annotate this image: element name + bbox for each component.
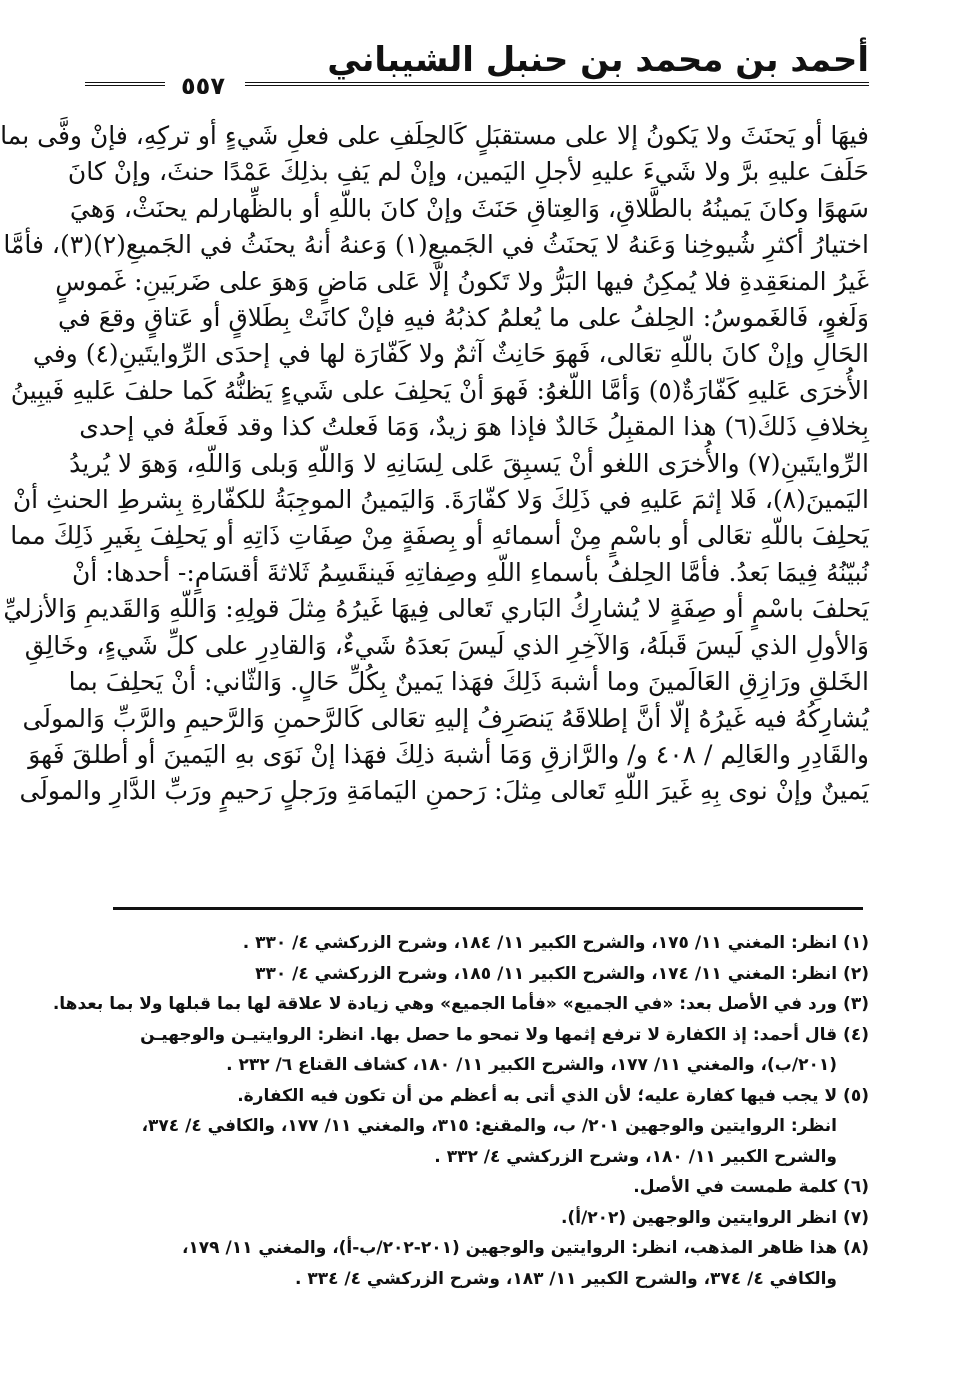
footnote-line: والكافي ٤/ ٣٧٤، والشرح الكبير ١١/ ١٨٣، وشرح الزركشي ٤/ ٣٣٤ .	[294, 1268, 837, 1289]
footnote-line: انظر: الروايتين والوجهين ٢٠١/ ب، والمقنع: ٣١٥، والمغني ١١/ ١٧٧، والكافي ٤/ ٣٧٤،	[141, 1116, 837, 1136]
footnote-line: (٦) كلمة طمست في الأصل.	[633, 1177, 869, 1197]
running-head: أحمد بن محمد بن حنبل الشيباني	[327, 40, 869, 80]
text-line: يَمينٌ وإنْ نوى بِهِ غَيرَ اللّهِ تَعالى مِثلَ: رَحمنِ اليَمامَةِ ورَجلٍ رَحيمٍ ورَبِّ الدَّارِ والمولَى	[19, 776, 869, 806]
text-line: بِخلافِ ذَلكَ(٦) هذا المقبِلُ خَالدٌ فإذا هوَ زيدٌ، وَمَا فَعلتُ كذا وقد فَعلَهُ في إحدى	[79, 412, 869, 442]
footnote-line: (٤) قال أحمد: إذ الكفارة لا ترفع إثمها ولا تمحو ما حصل بها. انظر: الروايتيـن والوجهيـن	[140, 1024, 869, 1045]
footnotes	[52, 928, 869, 1294]
footnote-line: (٣) ورد في الأصل بعد: «في الجميع» «فأما الجميع» وهي زيادة لا علاقة لها بما قبلها ولا بما بعدها.	[52, 994, 869, 1014]
footnote-line: (٢٠١/ب)، والمغني ١١/ ١٧٧، والشرح الكبير ١١/ ١٨٠، كشاف القناع ٦/ ٢٣٢ .	[226, 1055, 837, 1075]
footnote-line: (٨) هذا ظاهر المذهب، انظر: الروايتين والوجهين (٢٠١-٢٠٢/ب-أ)، والمغني ١١/ ١٧٩،	[181, 1238, 869, 1258]
footnote-separator	[113, 907, 863, 910]
text-line: يَحلفَ باسْمٍ أو صِفَةٍ لا يُشارِكُ البَاري تَعالى فِيهَا غَيرُهُ مِثلَ قولِهِ: وَاللّهِ وَالقَديمِ وَالأزليِّ	[3, 594, 869, 624]
text-line: سَهوًا وكانَ يَمينُهُ بالطَّلاقِ، وَالعِتاقِ حَنَثَ وإنْ كانَ باللّهِ أو بالظِّهارلم يحنَثْ، وَهيَ	[69, 193, 869, 223]
text-line: يَحلِفَ باللّهِ تعَالى أو باسْمٍ مِنْ أسمائهِ أو بِصفَةٍ مِنْ صِفَاتِ ذَاتِهِ أو يَحلِفَ بِغَيرِ ذَلِكَ مما	[10, 521, 869, 551]
footnote-line: (١) انظر: المغني ١١/ ١٧٥، والشرح الكبير ١١/ ١٨٤، وشرح الزركشي ٤/ ٣٣٠ .	[242, 933, 869, 953]
page-header	[85, 38, 869, 98]
page-number: ٥٥٧	[173, 72, 233, 100]
text-line: اليَمينَ(٨)، فَلا إثمَ عَليهِ في ذَلِكَ وَلا كفّارَةَ. وَاليَمينُ الموجِبَةُ للكفّارةِ بِشرطِ الحنثِ أنْ	[12, 485, 869, 515]
text-line: نُبيّنُهُ فِيمَا بَعدُ. فأمَّا الحِلفُ بأسماءِ اللّهِ وصِفاتِهِ فَينقَسِمُ ثَلاثةَ أقسَامٍ:- أحدها: أنْ	[71, 557, 869, 587]
text-line: غَيرُ المنعَقِدةِ فلا يُمكِنُ فيها البَرُّ ولا تَكونُ إلّا عَلى مَاضٍ وَهوَ على ضَربَينِ: غَموسٍ	[55, 266, 869, 296]
text-line: والقَادِرِ والعَالِم / ٤٠٨ و/ والرَّازقِ وَمَا أشبهَ ذلِكَ فهَذا إنْ نَوَى بهِ اليَمينَ أو أطلقَ فَهوَ	[28, 739, 869, 769]
footnote-line: (٥) لا يجب فيها كفارة عليه؛ لأن الذي أتى به أعظم من أن تكون فيه الكفارة.	[237, 1085, 869, 1106]
text-line: فيهَا أو يَحنَثَ ولا يَكونُ إلا على مستقبَلٍ كَالحِلَفِ على فعلِ شَيءٍ أو تركِهِ، فإنْ وفَّى بما	[0, 121, 869, 150]
footnote-line: (٢) انظر: المغني ١١/ ١٧٤، والشرح الكبير ١١/ ١٨٥، وشرح الزركشي ٤/ ٣٣٠	[255, 963, 869, 984]
main-text	[0, 118, 869, 893]
footnote-line: والشرح الكبير ١١/ ١٨٠، وشرح الزركشي ٤/ ٣٣٢ .	[434, 1146, 837, 1167]
footnote-line: (٧) انظر الروايتين والوجهين (٢٠٢/أ).	[560, 1207, 869, 1228]
text-line: الحَالِ وإنْ كانَ باللّهِ تعَالى، فَهوَ حَانِثٌ آثمٌ ولا كَفّارَة لها في إحدَى الرِّوايتَينِ(٤) وفي	[32, 339, 869, 369]
text-line: وَالأولِ الذي لَيسَ قَبلَهُ، وَالآخِرِ الذي لَيسَ بَعدَهُ شَيءٌ، وَالقادِرِ على كلِّ شَيءٍ، وخَالِقِ	[24, 630, 869, 660]
text-line: الأُخرَى عَليهِ كَفّارَةٌ(٥) وَأمَّا اللّغوُ: فَهوَ أنْ يَحلِفَ على شَيءٍ يَظنُّهُ كَما حلفَ عَليهِ فَيبِينُ	[10, 375, 869, 405]
text-line: حَلَفَ عليهِ برَّ ولا شَيءَ عليهِ لأجلِ اليَمين، وإنْ لم يَفِ بذلِكَ عَمْدًا حنثَ، وإنْ كانَ	[67, 157, 869, 187]
text-line: اختيارُ أكثرِ شُيوخِنا وَعَنهُ لا يَحنَثُ في الجَميعِ(١) وَعنهُ أنهُ يحنَثُ في الجَميعِ(٢)(٣)، فأمَّا	[3, 230, 869, 260]
text-line: الرِّوايتَينِ(٧) والأُخرَى اللغو أنْ يَسبِقَ عَلى لِسَانِهِ لا وَاللّهِ وَبلى وَاللّهِ، وَهوَ لا يُريدُ	[69, 448, 869, 478]
header-rule	[245, 82, 869, 90]
text-line: وَلَغوٍ، فَالغَموسُ: الحِلفُ على ما يُعلمُ كذبُهُ فيهِ فإنْ كانَتْ بِطَلاقٍ أو عَتاقٍ وقعَ في	[58, 303, 869, 333]
text-line: الخَلقِ ورَازِقِ العَالَمينَ وما أشبهَ ذَلِكَ فهَذا يَمينٌ بِكُلِّ حَالٍ. وَالثّاني: أنْ يَحلِفَ بما	[68, 667, 869, 697]
text-line: يُشارِكُهُ فيه غَيرُهُ إلّا أنَّ إطلاقَهُ يَنصَرِفُ إليهِ تعَالى كَالرَّحمنِ وَالرَّحيمِ والرَّبِّ وَالمولَى	[22, 703, 869, 733]
header-rule-left	[85, 82, 165, 90]
